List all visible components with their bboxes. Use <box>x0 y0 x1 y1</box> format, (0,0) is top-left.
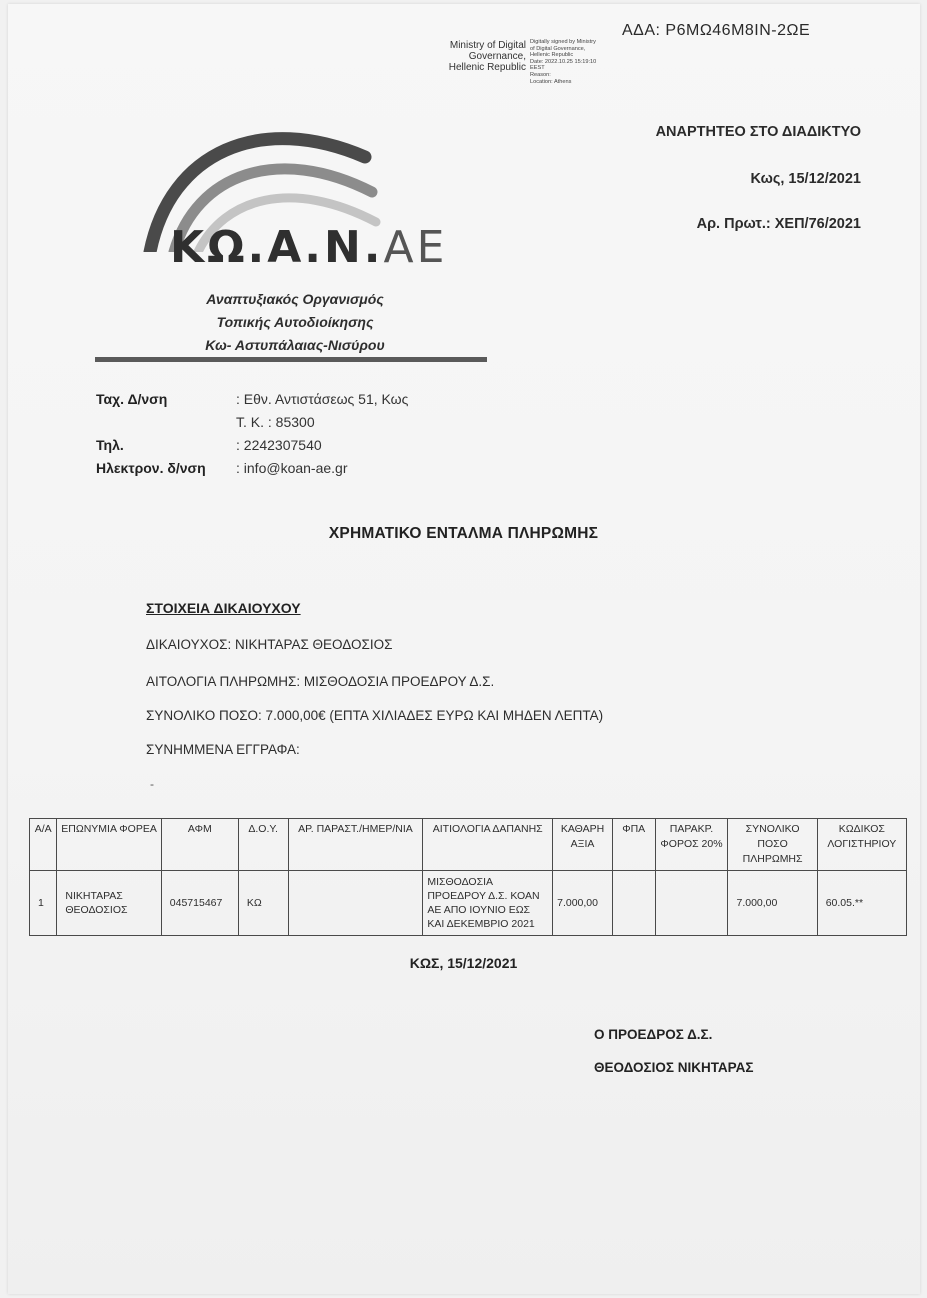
signatory-role: Ο ΠΡΟΕΔΡΟΣ Δ.Σ. <box>594 1027 713 1042</box>
table-cell: ΝΙΚΗΤΑΡΑΣ ΘΕΟΔΟΣΙΟΣ <box>57 871 161 936</box>
table-header: ΚΩΔΙΚΟΣ ΛΟΓΙΣΤΗΡΙΟΥ <box>817 819 906 871</box>
signature-line: Reason: <box>530 71 551 78</box>
org-line: Τοπικής Αυτοδιοίκησης <box>216 314 374 330</box>
address-value: : Εθν. Αντιστάσεως 51, Κως <box>236 391 409 407</box>
signer-name <box>440 40 526 73</box>
table-header: Δ.Ο.Υ. <box>238 819 288 871</box>
total-amount-field: ΣΥΝΟΛΙΚΟ ΠΟΣΟ: 7.000,00€ (ΕΠΤΑ ΧΙΛΙΑΔΕΣ ΕΥΡΩ ΚΑΙ ΜΗΔΕΝ ΛΕΠΤΑ) <box>146 708 604 723</box>
table-header: ΠΑΡΑΚΡ. ΦΟΡΟΣ 20% <box>655 819 728 871</box>
publish-notice: ΑΝΑΡΤΗΤΕΟ ΣΤΟ ΔΙΑΔΙΚΤΥΟ <box>655 124 861 140</box>
logo-wordmark <box>170 222 447 273</box>
attachments-field: ΣΥΝΗΜΜΕΝΑ ΕΓΓΡΑΦΑ: <box>146 742 300 757</box>
signer-line: Hellenic Republic <box>448 62 526 73</box>
beneficiary-field: ΔΙΚΑΙΟΥΧΟΣ: ΝΙΚΗΤΑΡΑΣ ΘΕΟΔΟΣΙΟΣ <box>146 637 393 652</box>
table-header-row <box>30 819 907 871</box>
email-value: : info@koan-ae.gr <box>236 460 348 476</box>
signature-line: of Digital Governance, <box>530 45 586 52</box>
postal-code: T. K. : 85300 <box>236 414 315 430</box>
signer-line: Ministry of Digital <box>449 40 526 51</box>
phone-value: : 2242307540 <box>236 437 322 453</box>
org-line: Κω- Αστυπάλαιας-Νισύρου <box>205 337 385 353</box>
protocol-number: Αρ. Πρωτ.: ΧΕΠ/76/2021 <box>696 216 861 232</box>
org-line: Αναπτυξιακός Οργανισμός <box>206 291 384 307</box>
attachments-dash: - <box>150 777 154 791</box>
table-header: ΑΙΤΙΟΛΟΓΙΑ ΔΑΠΑΝΗΣ <box>423 819 553 871</box>
table-cell: ΚΩ <box>238 871 288 936</box>
table-header: ΕΠΩΝΥΜΙΑ ΦΟΡΕΑ <box>57 819 161 871</box>
payment-table <box>29 818 907 936</box>
logo-name-bold: ΚΩ.Α.Ν. <box>170 222 384 273</box>
signature-line: Digitally signed by Ministry <box>530 39 596 45</box>
table-cell <box>612 871 655 936</box>
logo-underline-bar <box>95 357 487 362</box>
table-cell <box>288 871 423 936</box>
signer-line: Governance, <box>468 51 526 62</box>
table-header: Α/Α <box>30 819 57 871</box>
payment-reason-field: ΑΙΤΟΛΟΓΙΑ ΠΛΗΡΩΜΗΣ: ΜΙΣΘΟΔΟΣΙΑ ΠΡΟΕΔΡΟΥ Δ.Σ. <box>146 674 495 689</box>
table-header: ΚΑΘΑΡΗ ΑΞΙΑ <box>553 819 613 871</box>
footer-date: ΚΩΣ, 15/12/2021 <box>409 955 518 971</box>
table-row <box>30 871 907 936</box>
table-header: ΣΥΝΟΛΙΚΟ ΠΟΣΟ ΠΛΗΡΩΜΗΣ <box>728 819 817 871</box>
email-label: Ηλεκτρον. δ/νση <box>96 460 206 476</box>
ada-code: ΑΔΑ: Ρ6ΜΩ46Μ8ΙΝ-2ΩΕ <box>622 22 811 39</box>
signature-line: Hellenic Republic <box>530 52 574 59</box>
address-label: Ταχ. Δ/νση <box>96 391 168 407</box>
table-cell: 1 <box>30 871 57 936</box>
table-cell: 7.000,00 <box>553 871 613 936</box>
section-title: ΣΤΟΙΧΕΙΑ ΔΙΚΑΙΟΥΧΟΥ <box>146 600 301 616</box>
table-cell: 60.05.** <box>817 871 906 936</box>
table-header: ΑΦΜ <box>161 819 238 871</box>
organization-name <box>150 288 440 357</box>
table-header: ΑΡ. ΠΑΡΑΣΤ./ΗΜΕΡ/ΝΙΑ <box>288 819 423 871</box>
signatory-name: ΘΕΟΔΟΣΙΟΣ ΝΙΚΗΤΑΡΑΣ <box>594 1060 754 1075</box>
table-cell <box>655 871 728 936</box>
document-title: ΧΡΗΜΑΤΙΚΟ ΕΝΤΑΛΜΑ ΠΛΗΡΩΜΗΣ <box>328 525 599 542</box>
contact-block <box>96 388 408 480</box>
table-cell: 045715467 <box>161 871 238 936</box>
header-date: Κως, 15/12/2021 <box>750 171 861 187</box>
table-header: ΦΠΑ <box>612 819 655 871</box>
signature-details <box>530 39 630 85</box>
signature-line: Date: 2022.10.25 15:19:10 <box>530 58 597 65</box>
phone-label: Τηλ. <box>96 437 124 453</box>
logo-name-light: ΑΕ <box>383 222 448 273</box>
table-cell: ΜΙΣΘΟΔΟΣΙΑ ΠΡΟΕΔΡΟΥ Δ.Σ. ΚΟΑΝ ΑΕ ΑΠΟ ΙΟΥΝΙΟ ΕΩΣ ΚΑΙ ΔΕΚΕΜΒΡΙΟ 2021 <box>423 871 553 936</box>
signature-line: Location: Athens <box>530 78 572 85</box>
signature-line: EEST <box>530 65 545 72</box>
table-cell: 7.000,00 <box>728 871 817 936</box>
